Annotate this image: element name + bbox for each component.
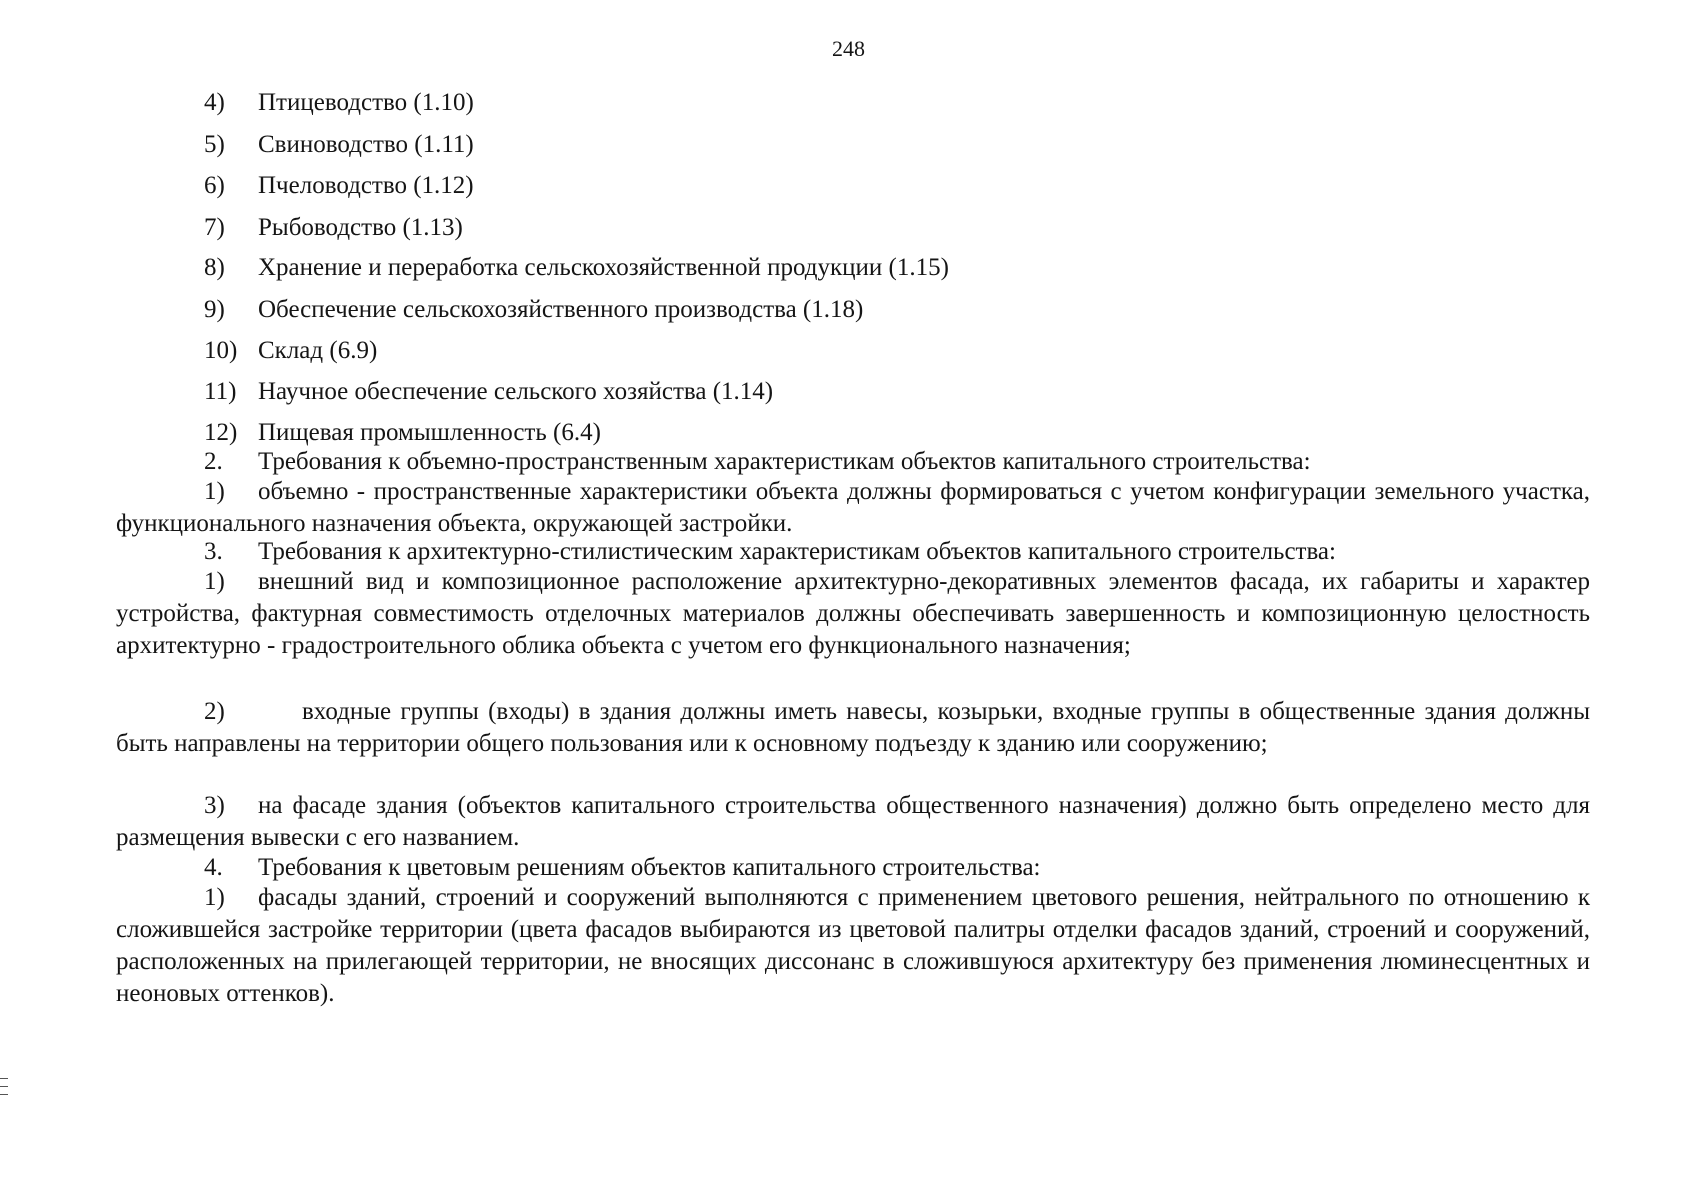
- list-item-number: 8): [204, 254, 225, 281]
- section-title: Требования к объемно-пространственным характеристикам объектов капитального строительства:: [258, 448, 1311, 475]
- list-item-text: Птицеводство (1.10): [258, 89, 474, 116]
- list-item-text: Обеспечение сельскохозяйственного производства (1.18): [258, 296, 864, 323]
- paragraph-text: внешний вид и композиционное расположение архитектурно-декоративных элементов фасада, их габариты и характер устройства, фактурная совместимость отделочных материалов должны обеспечивать завершенность и композиционную целостность архитектурно - градостроительного облика объекта с учетом его функционального назначения;: [116, 568, 1590, 659]
- paragraph-number: 1): [204, 884, 225, 911]
- paragraph-number: 1): [204, 478, 225, 505]
- section-number: 2.: [204, 448, 223, 475]
- list-item-text: Рыбоводство (1.13): [258, 214, 463, 241]
- list-item-text: Склад (6.9): [258, 337, 378, 364]
- list-item-text: Свиноводство (1.11): [258, 131, 474, 158]
- list-item: [204, 416, 601, 450]
- list-item: [204, 251, 949, 285]
- paragraph-text: на фасаде здания (объектов капитального строительства общественного назначения) должно быть определено место для размещения вывески с его названием.: [116, 792, 1590, 851]
- margin-mark: [0, 1078, 8, 1079]
- list-item-text: Хранение и переработка сельскохозяйственной продукции (1.15): [258, 254, 949, 281]
- list-item-number: 11): [204, 378, 237, 405]
- paragraph-text: фасады зданий, строений и сооружений выполняются с применением цветового решения, нейтрального по отношению к сложившейся застройке территории (цвета фасадов выбираются из цветовой палитры отделки фасадов зданий, строений и сооружений, расположенных на прилегающей территории, не вносящих диссонанс в сложившуюся архитектуру без применения люминесцентных и неоновых оттенков).: [116, 884, 1590, 1007]
- paragraph-number: 1): [204, 568, 225, 595]
- list-item: [204, 375, 773, 409]
- section-number: 3.: [204, 538, 223, 565]
- section-title: Требования к цветовым решениям объектов капитального строительства:: [258, 854, 1041, 881]
- list-item-text: Пчеловодство (1.12): [258, 172, 474, 199]
- list-item-text: Пищевая промышленность (6.4): [258, 419, 601, 446]
- paragraph: [116, 790, 1590, 854]
- list-item-text: Научное обеспечение сельского хозяйства (1.14): [258, 378, 774, 405]
- margin-mark: [0, 1086, 8, 1087]
- list-item: [204, 334, 377, 368]
- list-item-number: 5): [204, 131, 225, 158]
- paragraph-number: 3): [204, 792, 225, 819]
- list-item-number: 12): [204, 419, 238, 446]
- margin-mark: [0, 1094, 8, 1095]
- list-item-number: 4): [204, 89, 225, 116]
- section-heading: [204, 852, 1040, 884]
- paragraph-text: объемно - пространственные характеристики объекта должны формироваться с учетом конфигурации земельного участка, функционального назначения объекта, окружающей застройки.: [116, 478, 1590, 537]
- list-item-number: 10): [204, 337, 238, 364]
- list-item: [204, 169, 474, 203]
- paragraph: [116, 696, 1590, 760]
- paragraph: [116, 566, 1590, 662]
- paragraph: [116, 882, 1590, 1010]
- page-number: 248: [832, 36, 865, 61]
- section-heading: [204, 446, 1311, 478]
- list-item: [204, 128, 474, 162]
- list-item: [204, 86, 474, 120]
- paragraph-text: входные группы (входы) в здания должны иметь навесы, козырьки, входные группы в общественные здания должны быть направлены на территории общего пользования или к основному подъезду к зданию или сооружению;: [116, 698, 1590, 757]
- list-item-number: 7): [204, 214, 225, 241]
- list-item: [204, 293, 863, 327]
- list-item: [204, 211, 463, 245]
- section-heading: [204, 536, 1336, 568]
- list-item-number: 6): [204, 172, 225, 199]
- section-number: 4.: [204, 854, 223, 881]
- list-item-number: 9): [204, 296, 225, 323]
- section-title: Требования к архитектурно-стилистическим характеристикам объектов капитального строительства:: [258, 538, 1336, 565]
- paragraph-number: 2): [204, 698, 225, 725]
- paragraph: [116, 476, 1590, 540]
